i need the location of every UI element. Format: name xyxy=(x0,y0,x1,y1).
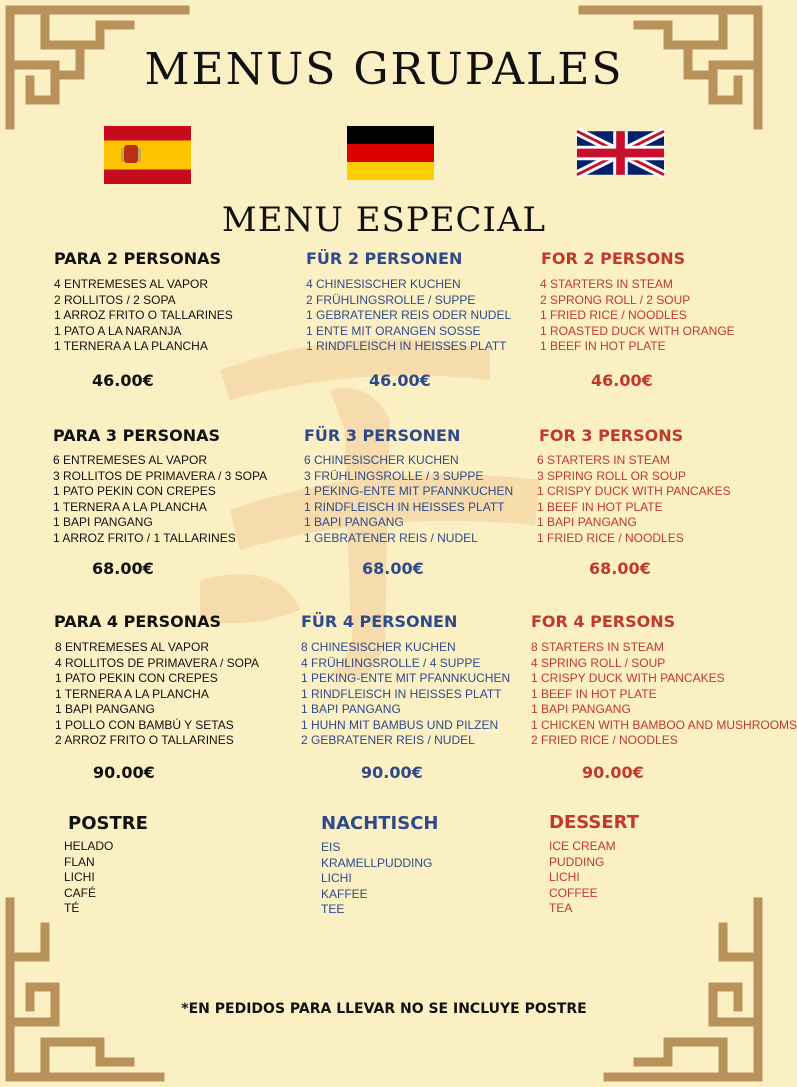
menu-item: 1 TERNERA A LA PLANCHA xyxy=(53,499,207,514)
menu-item: 1 POLLO CON BAMBÚ Y SETAS xyxy=(55,717,234,732)
corner-ornament-bottom-left xyxy=(0,897,170,1087)
menu-item: 8 STARTERS IN STEAM xyxy=(531,640,664,654)
menu-item: 1 CRISPY DUCK WITH PANCAKES xyxy=(531,671,725,685)
menu-item: 4 ROLLITOS DE PRIMAVERA / SOPA xyxy=(55,655,260,670)
dessert-items-es xyxy=(64,839,113,917)
dessert-title-de: NACHTISCH xyxy=(321,813,439,834)
menu-item: 1 BAPI PANGANG xyxy=(55,702,155,716)
menu-items-en-2 xyxy=(540,277,735,355)
price-en-3: 68.00€ xyxy=(589,559,651,578)
menu-item: 6 STARTERS IN STEAM xyxy=(537,453,670,467)
takeaway-footnote: *EN PEDIDOS PARA LLEVAR NO SE INCLUYE POSTRE xyxy=(181,1001,587,1017)
menu-item: LICHI xyxy=(321,871,352,885)
menu-items-es-2 xyxy=(54,277,233,355)
price-es-2: 46.00€ xyxy=(92,371,154,390)
menu-item: TEA xyxy=(549,901,573,915)
menu-item: 1 GEBRATENER REIS ODER NUDEL xyxy=(306,308,512,322)
menu-item: 1 BEEF IN HOT PLATE xyxy=(531,686,657,701)
menu-items-en-4 xyxy=(531,640,797,749)
menu-item: 1 PEKING-ENTE MIT PFANNKUCHEN xyxy=(301,671,511,685)
price-en-2: 46.00€ xyxy=(591,371,653,390)
menu-item: 1 RINDFLEISCH IN HEISSES PLATT xyxy=(306,339,507,353)
menu-item: 3 SPRING ROLL OR SOUP xyxy=(537,468,686,483)
menu-title-en-3: FOR 3 PERSONS xyxy=(539,426,684,445)
menu-item: 3 ROLLITOS DE PRIMAVERA / 3 SOPA xyxy=(53,468,268,483)
menu-title-de-2: FÜR 2 PERSONEN xyxy=(306,249,463,268)
menu-item: 2 GEBRATENER REIS / NUDEL xyxy=(301,733,475,747)
menu-item: 3 FRÜHLINGSROLLE / 3 SUPPE xyxy=(304,468,484,483)
menu-item: 1 HUHN MIT BAMBUS UND PILZEN xyxy=(301,717,499,732)
menu-item: 4 FRÜHLINGSROLLE / 4 SUPPE xyxy=(301,655,481,670)
menu-items-es-3 xyxy=(53,453,267,546)
menu-item: HELADO xyxy=(64,839,114,853)
menu-items-de-4 xyxy=(301,640,510,749)
menu-item: 1 PEKING-ENTE MIT PFANNKUCHEN xyxy=(304,484,514,498)
menu-item: 1 BAPI PANGANG xyxy=(304,515,404,529)
menu-subtitle: MENU ESPECIAL xyxy=(221,200,547,240)
menu-item: 6 CHINESISCHER KUCHEN xyxy=(304,453,459,467)
price-en-4: 90.00€ xyxy=(582,763,644,782)
spain-flag-icon xyxy=(104,126,191,184)
menu-item: 1 RINDFLEISCH IN HEISSES PLATT xyxy=(304,499,505,514)
menu-items-en-3 xyxy=(537,453,731,546)
menu-item: 1 ROASTED DUCK WITH ORANGE xyxy=(540,323,735,338)
menu-item: 4 STARTERS IN STEAM xyxy=(540,277,673,291)
menu-item: 1 FRIED RICE / NOODLES xyxy=(537,530,684,545)
menu-item: 4 SPRING ROLL / SOUP xyxy=(531,655,666,670)
menu-item: 2 FRÜHLINGSROLLE / SUPPE xyxy=(306,292,476,307)
menu-item: 1 GEBRATENER REIS / NUDEL xyxy=(304,530,478,545)
menu-item: 2 ROLLITOS / 2 SOPA xyxy=(54,292,176,307)
dessert-title-en: DESSERT xyxy=(549,812,639,833)
dessert-items-de xyxy=(321,840,432,918)
menu-title-de-3: FÜR 3 PERSONEN xyxy=(304,426,461,445)
page-title: MENUS GRUPALES xyxy=(144,44,624,95)
menu-item: 2 ARROZ FRITO O TALLARINES xyxy=(55,733,234,747)
price-de-4: 90.00€ xyxy=(361,763,423,782)
menu-item: 1 CHICKEN WITH BAMBOO AND MUSHROOMS xyxy=(531,717,797,732)
menu-title-en-4: FOR 4 PERSONS xyxy=(531,612,676,631)
menu-title-en-2: FOR 2 PERSONS xyxy=(541,249,686,268)
corner-ornament-bottom-right xyxy=(598,897,768,1087)
menu-item: 1 BAPI PANGANG xyxy=(531,702,631,716)
menu-item: EIS xyxy=(321,840,341,854)
menu-title-es-2: PARA 2 PERSONAS xyxy=(54,249,222,268)
price-de-2: 46.00€ xyxy=(369,371,431,390)
menu-item: 6 ENTREMESES AL VAPOR xyxy=(53,453,208,467)
menu-item: 1 ARROZ FRITO / 1 TALLARINES xyxy=(53,530,236,545)
menu-item: KAFFEE xyxy=(321,886,368,901)
menu-item: 1 BAPI PANGANG xyxy=(537,515,637,529)
menu-item: 1 PATO A LA NARANJA xyxy=(54,323,182,338)
menu-item: LICHI xyxy=(64,870,95,884)
menu-item: 1 ARROZ FRITO O TALLARINES xyxy=(54,308,233,322)
menu-item: 8 CHINESISCHER KUCHEN xyxy=(301,640,456,654)
menu-items-de-3 xyxy=(304,453,513,546)
dessert-items-en xyxy=(549,839,616,917)
menu-title-es-3: PARA 3 PERSONAS xyxy=(53,426,221,445)
menu-items-es-4 xyxy=(55,640,259,749)
menu-item: 1 CRISPY DUCK WITH PANCAKES xyxy=(537,484,731,498)
menu-item: 2 FRIED RICE / NOODLES xyxy=(531,733,678,747)
uk-flag-icon xyxy=(577,126,664,180)
menu-item: CAFÉ xyxy=(64,885,97,900)
menu-item: 1 BEEF IN HOT PLATE xyxy=(540,339,666,353)
menu-item: 1 PATO PEKIN CON CREPES xyxy=(55,671,218,685)
menu-item: 1 BAPI PANGANG xyxy=(53,515,153,529)
menu-title-de-4: FÜR 4 PERSONEN xyxy=(301,612,458,631)
menu-item: COFFEE xyxy=(549,885,598,900)
menu-item: 1 FRIED RICE / NOODLES xyxy=(540,308,687,322)
menu-item: 1 BAPI PANGANG xyxy=(301,702,401,716)
price-de-3: 68.00€ xyxy=(362,559,424,578)
menu-item: ICE CREAM xyxy=(549,839,616,853)
menu-item: 2 SPRONG ROLL / 2 SOUP xyxy=(540,292,691,307)
menu-item: PUDDING xyxy=(549,854,605,869)
price-es-3: 68.00€ xyxy=(92,559,154,578)
price-es-4: 90.00€ xyxy=(93,763,155,782)
dessert-title-es: POSTRE xyxy=(68,813,148,834)
menu-item: TÉ xyxy=(64,901,80,915)
menu-item: 1 TERNERA A LA PLANCHA xyxy=(55,686,209,701)
menu-item: 8 ENTREMESES AL VAPOR xyxy=(55,640,210,654)
menu-item: KRAMELLPUDDING xyxy=(321,855,433,870)
germany-flag-icon xyxy=(347,126,434,180)
menu-items-de-2 xyxy=(306,277,511,355)
menu-item: LICHI xyxy=(549,870,580,884)
menu-item: 1 RINDFLEISCH IN HEISSES PLATT xyxy=(301,686,502,701)
menu-item: 1 TERNERA A LA PLANCHA xyxy=(54,339,208,353)
menu-item: FLAN xyxy=(64,854,95,869)
menu-item: 1 PATO PEKIN CON CREPES xyxy=(53,484,216,498)
menu-item: 4 CHINESISCHER KUCHEN xyxy=(306,277,461,291)
menu-item: 1 ENTE MIT ORANGEN SOSSE xyxy=(306,323,481,338)
menu-item: 4 ENTREMESES AL VAPOR xyxy=(54,277,209,291)
menu-title-es-4: PARA 4 PERSONAS xyxy=(54,612,222,631)
menu-item: TEE xyxy=(321,902,345,916)
menu-item: 1 BEEF IN HOT PLATE xyxy=(537,499,663,514)
